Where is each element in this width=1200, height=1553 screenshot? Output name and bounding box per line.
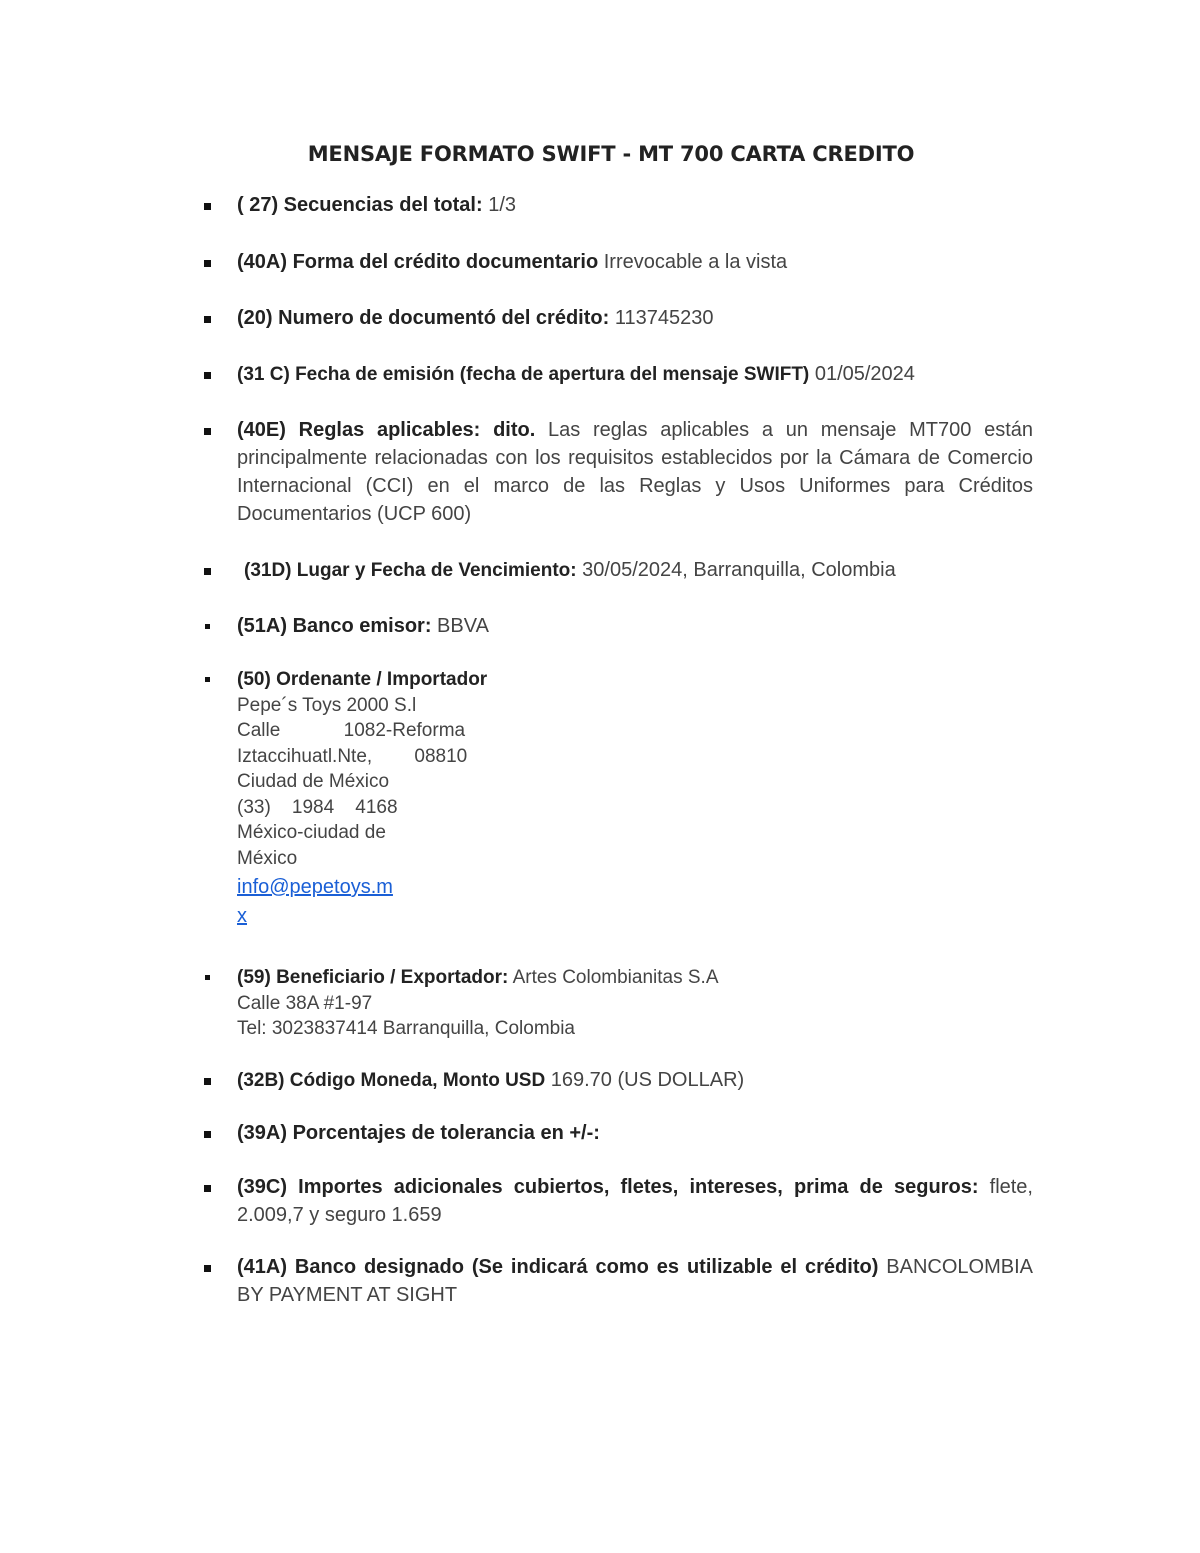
item-value: 30/05/2024, Barranquilla, Colombia	[576, 559, 896, 581]
bullet-icon	[204, 568, 211, 575]
item-value: BANCOLOMBIA BY PAYMENT AT SIGHT	[237, 1256, 1033, 1306]
bullet-icon	[204, 1078, 211, 1085]
item-label: (40E) Reglas aplicables: dito.	[237, 419, 536, 441]
item-59-beneficiary	[237, 965, 1033, 1042]
applicant-line: México	[237, 847, 298, 869]
bullet-icon	[204, 428, 211, 435]
bullet-icon	[205, 677, 210, 682]
bullet-icon	[204, 260, 211, 267]
applicant-line: Ciudad de México	[237, 771, 390, 792]
bullet-icon	[205, 975, 210, 980]
item-label: (51A) Banco emisor:	[237, 615, 432, 637]
applicant-line: México-ciudad de	[237, 822, 386, 843]
item-41a-designated	[237, 1253, 1033, 1309]
item-label: (50) Ordenante / Importador	[237, 669, 488, 690]
applicant-line: Pepe´s Toys 2000 S.l	[237, 694, 417, 716]
item-40e-rules	[237, 416, 1033, 528]
item-20-number	[237, 304, 1033, 332]
bullet-icon	[205, 624, 210, 629]
item-value: 01/05/2024	[809, 363, 915, 385]
applicant-line: Iztaccihuatl.Nte, 08810	[237, 745, 468, 767]
beneficiary-line: Calle 38A #1-97	[237, 992, 373, 1014]
item-31d-expiry	[244, 556, 1024, 585]
item-value: BBVA	[431, 615, 489, 637]
document-title: MENSAJE FORMATO SWIFT - MT 700 CARTA CREDITO	[307, 142, 915, 166]
item-39c-additional	[237, 1173, 1033, 1229]
item-50-applicant	[237, 667, 537, 931]
applicant-line: Calle 1082-Reforma	[237, 720, 466, 741]
bullet-icon	[204, 1265, 211, 1272]
item-32b-amount	[237, 1066, 1033, 1095]
item-label: (20) Numero de documentó del crédito:	[237, 307, 610, 329]
item-value: 113745230	[609, 307, 714, 329]
applicant-line: (33) 1984 4168	[237, 796, 398, 818]
item-label: (59) Beneficiario / Exportador:	[237, 967, 509, 988]
item-51a-bank	[237, 612, 1033, 640]
item-label: (31D) Lugar y Fecha de Vencimiento:	[244, 560, 577, 581]
email-link-continued[interactable]: x	[237, 905, 247, 927]
item-label: (39C) Importes adicionales cubiertos, fletes, intereses, prima de seguros:	[237, 1176, 979, 1198]
bullet-icon	[204, 203, 211, 210]
bullet-icon	[204, 1185, 211, 1192]
item-value: flete, 2.009,7 y seguro 1.659	[237, 1176, 1033, 1226]
item-label: ( 27) Secuencias del total:	[237, 194, 483, 216]
item-label: (31 C) Fecha de emisión (fecha de apertura del mensaje SWIFT)	[237, 364, 810, 385]
item-label: (41A) Banco designado (Se indicará como es utilizable el crédito)	[237, 1256, 879, 1278]
item-27-sequence	[237, 191, 1033, 219]
item-39a-tolerance	[237, 1119, 1033, 1147]
item-label: (40A) Forma del crédito documentario	[237, 251, 599, 273]
item-value: 169.70 (US DOLLAR)	[545, 1069, 745, 1091]
item-value: 1/3	[482, 194, 516, 216]
bullet-icon	[204, 316, 211, 323]
item-label: (39A) Porcentajes de tolerancia en +/-:	[237, 1122, 600, 1144]
item-40a-form	[237, 248, 1033, 276]
item-label: (32B) Código Moneda, Monto USD	[237, 1070, 546, 1091]
item-31c-date	[237, 360, 1033, 389]
bullet-icon	[204, 372, 211, 379]
item-value: Artes Colombianitas S.A	[508, 967, 719, 988]
item-value: Irrevocable a la vista	[598, 251, 788, 273]
beneficiary-line: Tel: 3023837414 Barranquilla, Colombia	[237, 1018, 576, 1039]
item-value: Las reglas aplicables a un mensaje MT700 están principalmente relacionadas con los requisitos establecidos por la Cámara de Comercio Internacional (CCI) en el marco de las Reglas y Usos Uniformes para Créditos Documentarios (UCP 600)	[237, 419, 1033, 525]
bullet-icon	[204, 1131, 211, 1138]
email-link[interactable]: info@pepetoys.m	[237, 876, 393, 898]
